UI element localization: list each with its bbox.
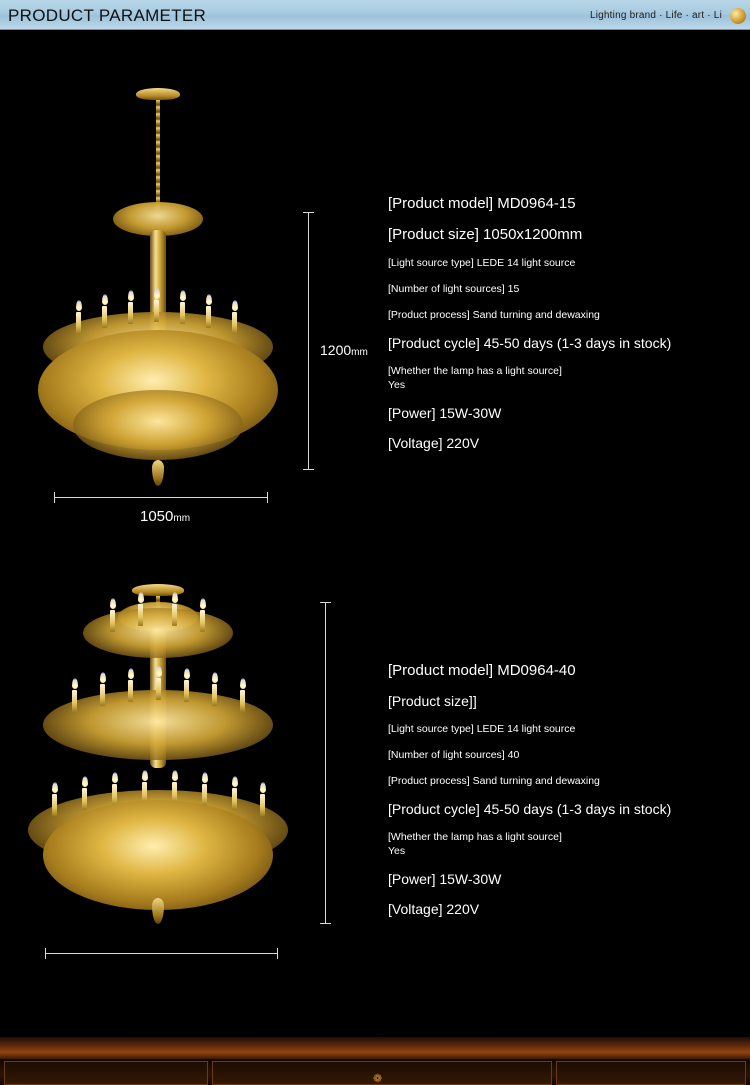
spec-has-light-source-value: Yes [388,379,406,391]
canopy-shape [136,88,180,100]
footer-band-upper [0,1037,750,1059]
flame-icon [100,672,106,683]
spec-cycle: [Product cycle] 45-50 days (1-3 days in stock) [388,335,672,351]
candle [102,306,107,328]
arm-tier-2 [43,690,273,760]
flame-icon [200,598,206,609]
spec-has-light-source-value: Yes [388,845,406,857]
flame-icon [102,294,108,305]
spec-voltage: [Voltage] 220V [388,901,480,917]
flame-icon [138,592,144,603]
candle [100,684,105,706]
candle [240,690,245,712]
spec-power: [Power] 15W-30W [388,405,502,421]
spec-voltage: [Voltage] 220V [388,435,480,451]
spec-process: [Product process] Sand turning and dewaxing [388,775,600,787]
spec-model: [Product model] MD0964-40 [388,662,576,679]
width-unit: mm [173,513,191,524]
flame-icon [112,772,118,783]
candle [52,794,57,816]
brand-emblem-icon [730,8,746,24]
spec-light-source-type: [Light source type] LEDE 14 light source [388,257,576,269]
flame-icon [82,776,88,787]
candle [260,794,265,816]
flame-icon [240,678,246,689]
candle [184,680,189,702]
candle [128,680,133,702]
page-header [0,0,750,30]
spec-light-source-count: [Number of light sources] 40 [388,749,520,761]
spec-size: [Product size]] [388,693,477,709]
flame-icon [128,668,134,679]
width-dimension-line-2 [45,953,278,954]
height-value: 1200 [320,342,352,358]
flame-icon [72,678,78,689]
spec-light-source-count: [Number of light sources] 15 [388,283,520,295]
height-unit: mm [351,347,368,358]
page-title: PRODUCT PARAMETER [8,6,207,25]
candle [232,788,237,810]
spec-light-source-type: [Light source type] LEDE 14 light source [388,723,576,735]
chandelier-illustration-2 [10,550,310,1030]
flame-icon [172,592,178,603]
spec-has-light-source-label: [Whether the lamp has a light source] [388,365,562,377]
flame-icon [180,290,186,301]
footer-panel-right [556,1061,746,1085]
width-value: 1050 [140,508,174,525]
candle [172,604,177,626]
candle [232,312,237,334]
finial-shape [152,898,164,924]
candle [72,690,77,712]
footer-panel-left [4,1061,208,1085]
spec-cycle: [Product cycle] 45-50 days (1-3 days in stock) [388,801,672,817]
candle [180,302,185,324]
flame-icon [232,300,238,311]
height-dimension-line-1 [308,212,309,470]
candle [76,312,81,334]
spec-model: [Product model] MD0964-15 [388,195,576,212]
flame-icon [76,300,82,311]
flame-icon [172,770,178,781]
spec-power: [Power] 15W-30W [388,871,502,887]
brand-tagline: Lighting brand · Life · art · Li [589,10,722,21]
flame-icon [206,294,212,305]
flame-icon [52,782,58,793]
flame-icon [156,666,162,677]
candle [138,604,143,626]
flame-icon [202,772,208,783]
finial-shape [152,460,164,486]
flame-icon [232,776,238,787]
body-shape [43,800,273,910]
spec-list-1 [388,195,738,465]
flame-icon [212,672,218,683]
chain-shape [156,100,160,210]
height-dimension-line-2 [325,602,326,924]
spec-list-2 [388,662,738,931]
flame-icon [142,770,148,781]
footer-ornament-icon: ❁ [373,1073,383,1085]
width-dimension-label-1 [140,508,190,525]
spec-has-light-source-label: [Whether the lamp has a light source] [388,831,562,843]
candle [82,788,87,810]
flame-icon [184,668,190,679]
candle [202,784,207,806]
spec-process: [Product process] Sand turning and dewaxing [388,309,600,321]
flame-icon [154,288,160,299]
candle [128,302,133,324]
spec-size: [Product size] 1050x1200mm [388,226,583,243]
candle [212,684,217,706]
candle [200,610,205,632]
flame-icon [128,290,134,301]
chandelier-illustration-1 [10,30,310,550]
flame-icon [260,782,266,793]
candle [206,306,211,328]
candle [156,678,161,700]
candle [110,610,115,632]
product-block-2 [0,550,750,1030]
candle [154,300,159,322]
lower-arm-tier [73,390,243,460]
width-dimension-line-1 [54,497,268,498]
height-dimension-label-1 [320,342,368,358]
product-block-1 [0,30,750,550]
flame-icon [110,598,116,609]
arm-tier-1 [83,608,233,658]
